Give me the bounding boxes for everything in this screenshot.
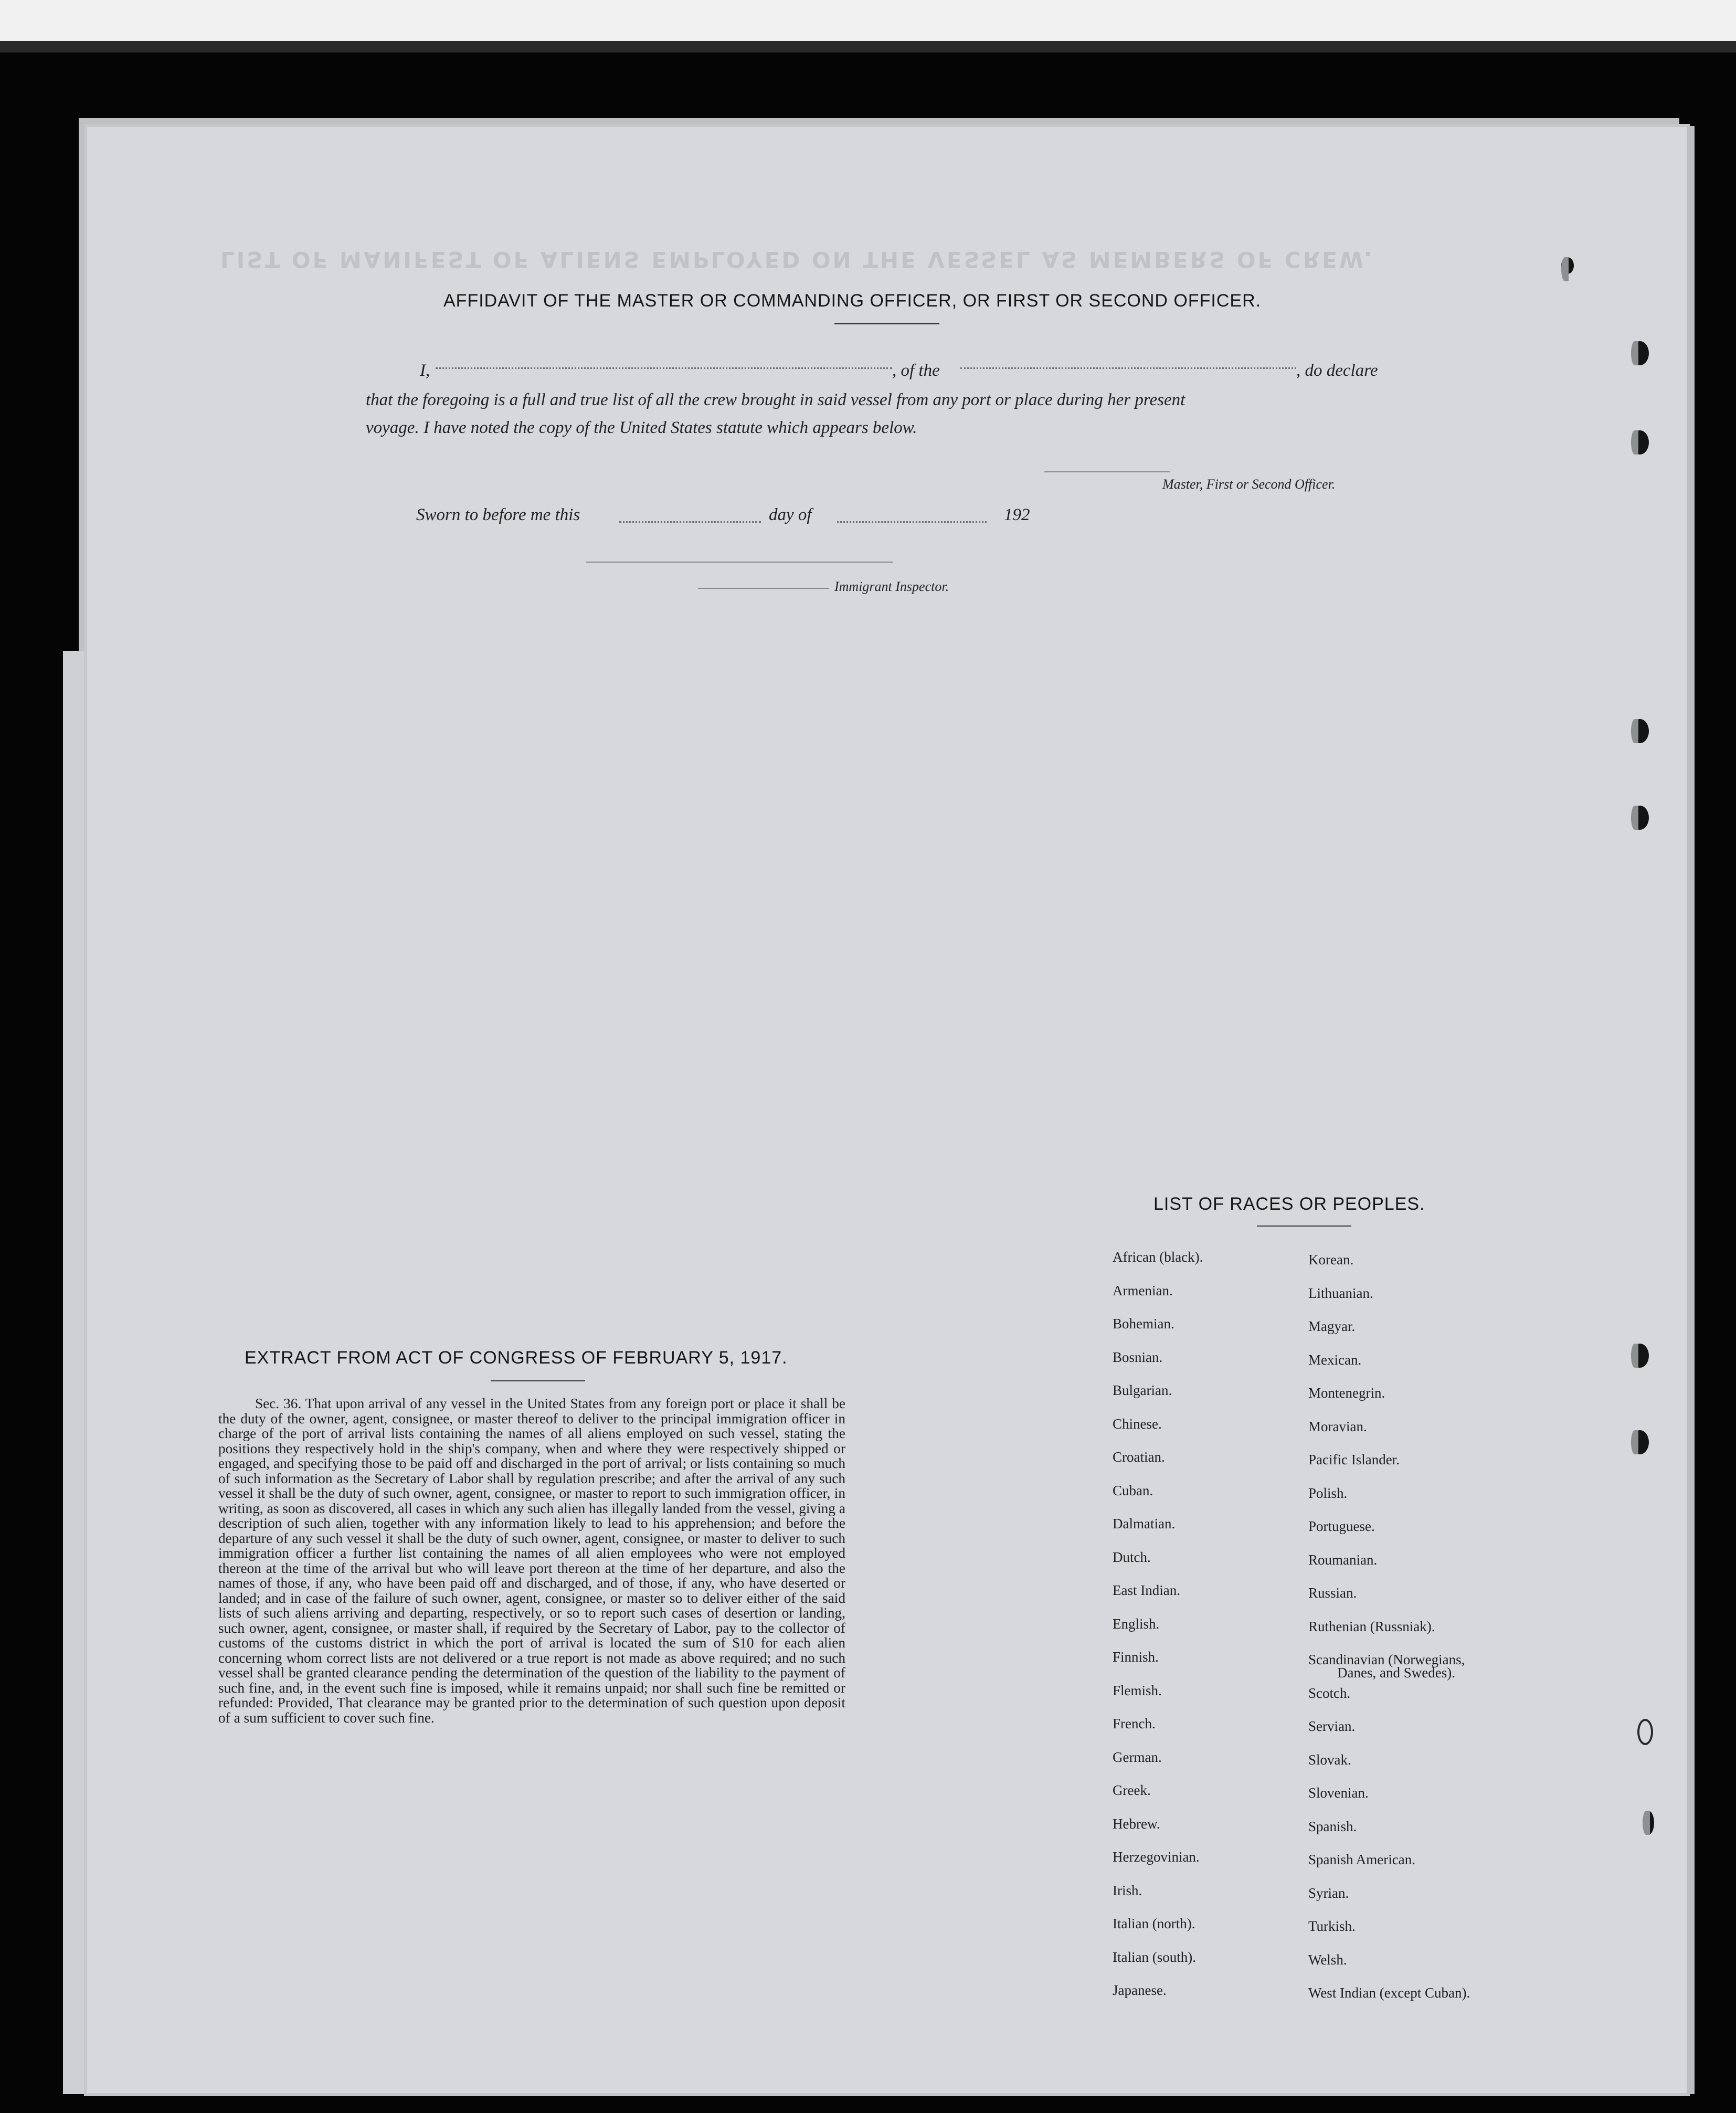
sworn-month-blank (837, 521, 987, 523)
races-title: LIST OF RACES OR PEOPLES. (1153, 1194, 1425, 1214)
page-left-edge (63, 651, 84, 2094)
master-signature-label: Master, First or Second Officer. (1162, 477, 1336, 492)
race-item: Syrian. (1308, 1885, 1349, 1901)
declaration-of-the: , of the (892, 361, 940, 380)
race-item: Cuban. (1113, 1482, 1153, 1498)
inspector-label: Immigrant Inspector. (834, 579, 949, 594)
race-item: Magyar. (1308, 1318, 1356, 1334)
race-item: Italian (south). (1113, 1949, 1196, 1965)
race-item: Polish. (1308, 1485, 1348, 1501)
races-rule (1257, 1225, 1351, 1227)
race-item: African (black). (1113, 1249, 1203, 1265)
vessel-blank (960, 367, 1296, 369)
bleed-through-text: LIST OF MANIFEST OF ALIENS EMPLOYED ON THE VESSEL AS MEMBERS OF CREW. (220, 247, 1374, 272)
sworn-year: 192 (1004, 505, 1030, 524)
race-item: Russian. (1308, 1585, 1357, 1601)
extract-title: EXTRACT FROM ACT OF CONGRESS OF FEBRUARY 5, 1917. (245, 1348, 788, 1368)
race-item: Slovenian. (1308, 1785, 1369, 1801)
race-item: Scotch. (1308, 1685, 1351, 1701)
race-item: Irish. (1113, 1882, 1142, 1898)
punch-hole (1631, 341, 1649, 365)
race-item: Dalmatian. (1113, 1516, 1176, 1531)
race-item: Portuguese. (1308, 1518, 1375, 1534)
race-item: Armenian. (1113, 1282, 1173, 1298)
race-item: Hebrew. (1113, 1815, 1160, 1832)
heading-rule (834, 323, 939, 324)
race-item-continuation: Danes, and Swedes). (1337, 1665, 1455, 1681)
race-item: Slovak. (1308, 1751, 1351, 1768)
punch-hole (1631, 719, 1649, 743)
race-item: Bulgarian. (1113, 1382, 1172, 1398)
affidavit-title: AFFIDAVIT OF THE MASTER OR COMMANDING OFFICER, OR FIRST OR SECOND OFFICER. (443, 291, 1262, 311)
race-item: Lithuanian. (1308, 1285, 1373, 1301)
declaration-i: I, (420, 361, 430, 380)
race-item: Servian. (1308, 1718, 1356, 1734)
declaration-do-declare: , do declare (1296, 361, 1378, 380)
race-item: Bosnian. (1113, 1349, 1163, 1365)
punch-hole (1561, 257, 1574, 274)
declaration-line-3: voyage. I have noted the copy of the United States statute which appears below. (366, 418, 917, 437)
inspector-signature-line-2 (698, 588, 829, 589)
race-item: Bohemian. (1113, 1316, 1174, 1332)
race-item: Korean. (1308, 1252, 1354, 1267)
master-signature-line (1044, 471, 1170, 472)
race-item: German. (1113, 1749, 1162, 1765)
punch-hole (1631, 1430, 1649, 1454)
declaration-line-2: that the foregoing is a full and true list of all the crew brought in said vessel from any port or place during her present (366, 390, 1185, 409)
race-item: Italian (north). (1113, 1916, 1195, 1931)
race-item: Chinese. (1113, 1415, 1162, 1432)
page-right-edge (1687, 126, 1695, 2094)
race-item: Croatian. (1113, 1449, 1165, 1465)
race-item: Moravian. (1308, 1418, 1367, 1434)
extract-rule (491, 1380, 585, 1381)
sworn-day-blank (619, 521, 761, 523)
punch-hole (1631, 1344, 1649, 1368)
scanner-top-band (0, 0, 1736, 50)
race-item: Finnish. (1113, 1649, 1159, 1665)
race-item: East Indian. (1113, 1582, 1180, 1598)
name-blank (436, 367, 892, 369)
race-item: Welsh. (1308, 1951, 1347, 1968)
statute-text: Sec. 36. That upon arrival of any vessel in the United States from any foreign port or place it shall be the duty of the owner, agent, consignee, or master thereof to deliver to the principal immigration officer in charge of the port of arrival lists containing the names of all aliens employed on such vessel, stating the positions they respectively hold in the ship's company, when and where they were respectively shipped or engaged, and specifying those to be paid off and discharged in the port of arrival; or lists containing so much of such information as the Secretary of Labor shall by regulation prescribe; and after the arrival of any such vessel it shall be the duty of such owner, agent, consignee, or master to report to such immigration officer, in writing, as soon as discovered, all cases in which any such alien has illegally landed from the vessel, giving a description of such alien, together with any information likely to lead to his apprehension; and before the departure of any such vessel it shall be the duty of such owner, agent, consignee, or master to deliver to such immigration officer a further list containing the names of all alien employees who were not employed thereon at the time of the arrival but who will leave port thereon at the time of her departure, and also the names of those, if any, who have been paid off and discharged, and of those, if any, who have deserted or landed; and in case of the failure of such owner, agent, consignee, or master so to deliver either of the said lists of such aliens arriving and departing, respectively, or so to report such cases of desertion or landing, such owner, agent, consignee, or master shall, if required by the Secretary of Labor, pay to the collector of customs of the customs district in which the port of arrival is located the sum of $10 for each alien concerning whom correct lists are not delivered or a true report is not made as above required; and no such vessel shall be granted clearance pending the determination of the question of the liability to the payment of such fine, and, in the event such fine is imposed, while it remains unpaid; nor shall such fine be remitted or refunded: Provided, That clearance may be granted prior to the determination of such question upon deposit of a sum sufficient to cover such fine. (218, 1396, 845, 1726)
race-item: Scandinavian (Norwegians, (1308, 1652, 1465, 1667)
race-item: Herzegovinian. (1113, 1849, 1200, 1865)
race-item: West Indian (except Cuban). (1308, 1985, 1470, 2001)
race-item: Montenegrin. (1308, 1385, 1385, 1401)
inspector-signature-line (586, 562, 893, 563)
race-item: Spanish American. (1308, 1852, 1415, 1867)
race-item: Flemish. (1113, 1682, 1162, 1698)
race-item: Mexican. (1308, 1351, 1362, 1368)
race-item: Turkish. (1308, 1918, 1356, 1934)
race-item: Pacific Islander. (1308, 1452, 1400, 1467)
punch-hole (1643, 1811, 1654, 1835)
race-item: Ruthenian (Russniak). (1308, 1618, 1435, 1634)
race-item: Japanese. (1113, 1982, 1167, 1998)
sworn-prefix: Sworn to before me this (416, 505, 580, 524)
punch-hole (1631, 806, 1649, 830)
race-item: Spanish. (1308, 1818, 1357, 1834)
race-item: Dutch. (1113, 1549, 1151, 1565)
punch-hole (1631, 430, 1649, 455)
race-item: Greek. (1113, 1782, 1151, 1798)
punch-hole (1637, 1719, 1653, 1745)
race-item: English. (1113, 1615, 1160, 1632)
race-item: Roumanian. (1308, 1551, 1378, 1568)
sworn-day-of: day of (769, 505, 812, 524)
race-item: French. (1113, 1716, 1156, 1731)
